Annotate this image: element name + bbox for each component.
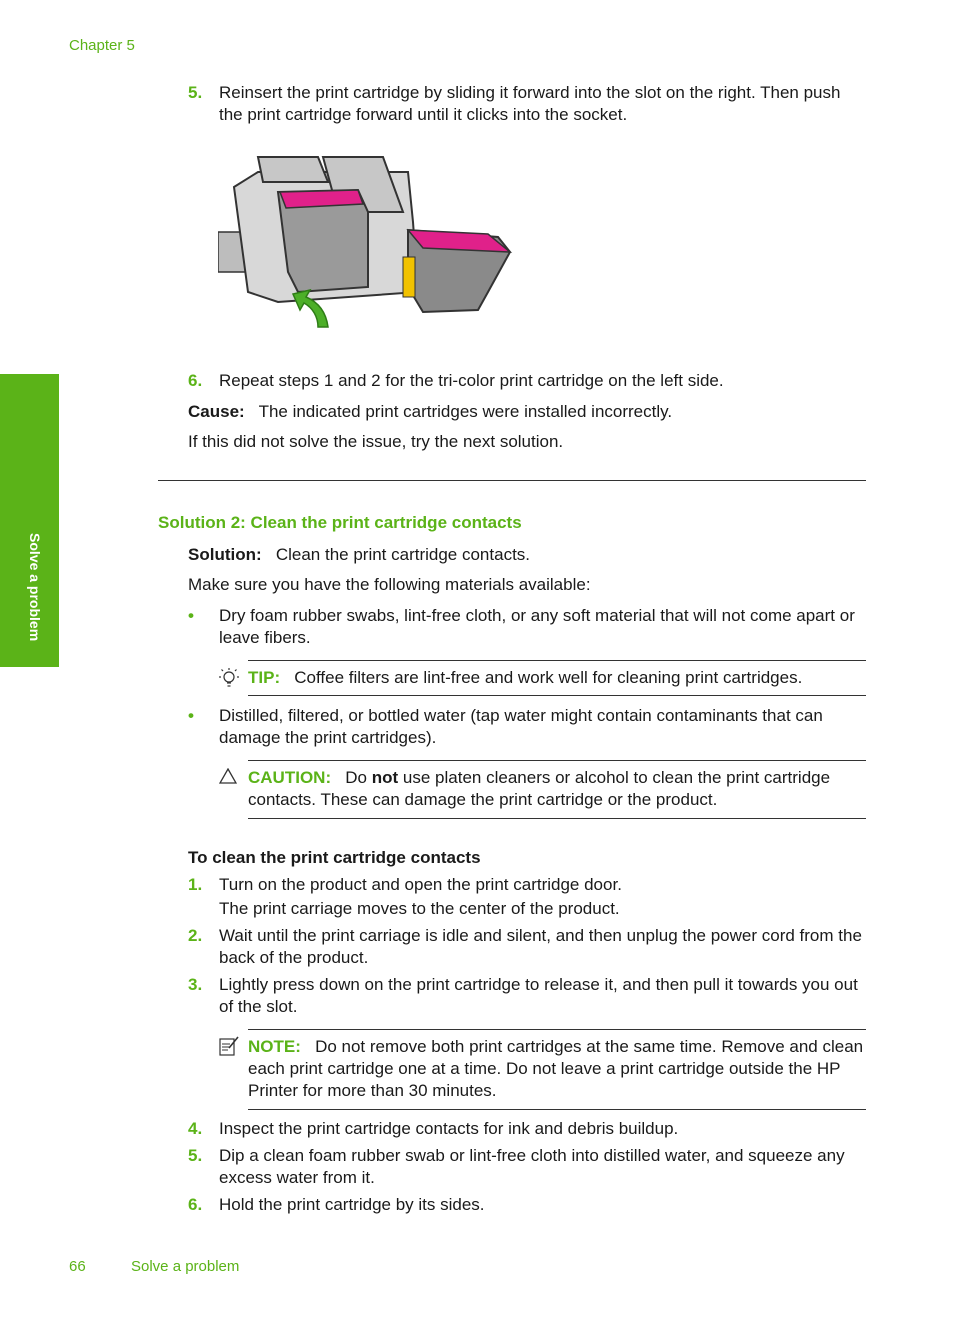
step-subtext: The print carriage moves to the center of the product. [219, 899, 620, 918]
step-text: Turn on the product and open the print cartridge door. [219, 875, 622, 894]
page-number: 66 [69, 1258, 86, 1275]
step-number: 2. [188, 926, 203, 945]
tip-label: TIP: [248, 668, 281, 687]
note-text-block [248, 1036, 866, 1102]
caution-post: use platen cleaners or alcohol to clean the print cartridge contacts. These can damage the print cartridge or the product. [248, 768, 831, 809]
list-item [188, 705, 868, 749]
bullet-icon: • [188, 606, 194, 625]
step-text: Hold the print cartridge by its sides. [219, 1195, 485, 1214]
side-tab-label: Solve a problem [27, 533, 43, 642]
tip-text: Coffee filters are lint-free and work well for cleaning print cartridges. [294, 668, 803, 687]
procedure-step [188, 1145, 868, 1189]
section-divider [158, 480, 866, 481]
next-solution-text: If this did not solve the issue, try the next solution. [188, 432, 564, 451]
bullet-icon: • [188, 706, 194, 725]
bullet-text: Distilled, filtered, or bottled water (tap water might contain contaminants that can damage the print cartridges). [219, 706, 823, 747]
step-text: Lightly press down on the print cartridge to release it, and then pull it towards you out of the slot. [219, 975, 858, 1016]
procedure-step [188, 1194, 868, 1216]
step-number: 4. [188, 1119, 203, 1138]
cartridge-illustration [218, 152, 518, 332]
cartridge-contacts [403, 257, 415, 297]
procedure-step [188, 1118, 868, 1140]
cause-text: The indicated print cartridges were installed incorrectly. [258, 402, 673, 421]
procedure-step [188, 974, 868, 1018]
step-number: 6. [188, 1195, 203, 1214]
solution-heading: Solution 2: Clean the print cartridge contacts [158, 513, 522, 532]
cause-label: Cause: [188, 402, 245, 421]
footer-section: Solve a problem [131, 1258, 240, 1275]
step-number: 6. [188, 371, 203, 390]
caution-bold: not [371, 768, 399, 787]
cause-paragraph [188, 401, 868, 423]
caution-label: CAUTION: [248, 768, 332, 787]
caution-triangle-icon [219, 768, 237, 784]
step-text: Dip a clean foam rubber swab or lint-free cloth into distilled water, and squeeze any excess water from it. [219, 1146, 845, 1187]
tip-text-line [248, 667, 866, 689]
procedure-title: To clean the print cartridge contacts [188, 848, 481, 867]
materials-intro: Make sure you have the following materials available: [188, 575, 591, 594]
chapter-header: Chapter 5 [69, 37, 135, 54]
caution-text-block [248, 767, 866, 811]
note-text: Do not remove both print cartridges at the same time. Remove and clean each print cartridge one at a time. Do not leave a print cartridge outside the HP Printer for more than 30 minutes. [248, 1037, 864, 1100]
step-text: Repeat steps 1 and 2 for the tri-color print cartridge on the left side. [219, 371, 724, 390]
carriage-top-left [258, 157, 328, 182]
solution-paragraph [188, 544, 868, 566]
procedure-step [188, 874, 868, 920]
step-text: Wait until the print carriage is idle and silent, and then unplug the power cord from the back of the product. [219, 926, 862, 967]
step-number: 5. [188, 83, 203, 102]
list-item [188, 605, 868, 649]
note-pencil-icon [219, 1036, 239, 1056]
solution-label: Solution: [188, 545, 262, 564]
step-repeat [188, 370, 868, 392]
right-cartridge-top [408, 230, 510, 252]
step-text: Inspect the print cartridge contacts for ink and debris buildup. [219, 1119, 679, 1138]
procedure-step [188, 925, 868, 969]
step-text: Reinsert the print cartridge by sliding it forward into the slot on the right. Then push the print cartridge forward until it clicks into the socket. [219, 83, 841, 124]
step-number: 5. [188, 1146, 203, 1165]
caution-pre: Do [345, 768, 368, 787]
lightbulb-icon [219, 668, 239, 690]
bullet-text: Dry foam rubber swabs, lint-free cloth, or any soft material that will not come apart or leave fibers. [219, 606, 855, 647]
step-number: 3. [188, 975, 203, 994]
note-label: NOTE: [248, 1037, 301, 1056]
step-number: 1. [188, 875, 203, 894]
step-reinsert [188, 82, 868, 126]
left-cartridge-top [280, 190, 363, 208]
solution-text: Clean the print cartridge contacts. [275, 545, 531, 564]
